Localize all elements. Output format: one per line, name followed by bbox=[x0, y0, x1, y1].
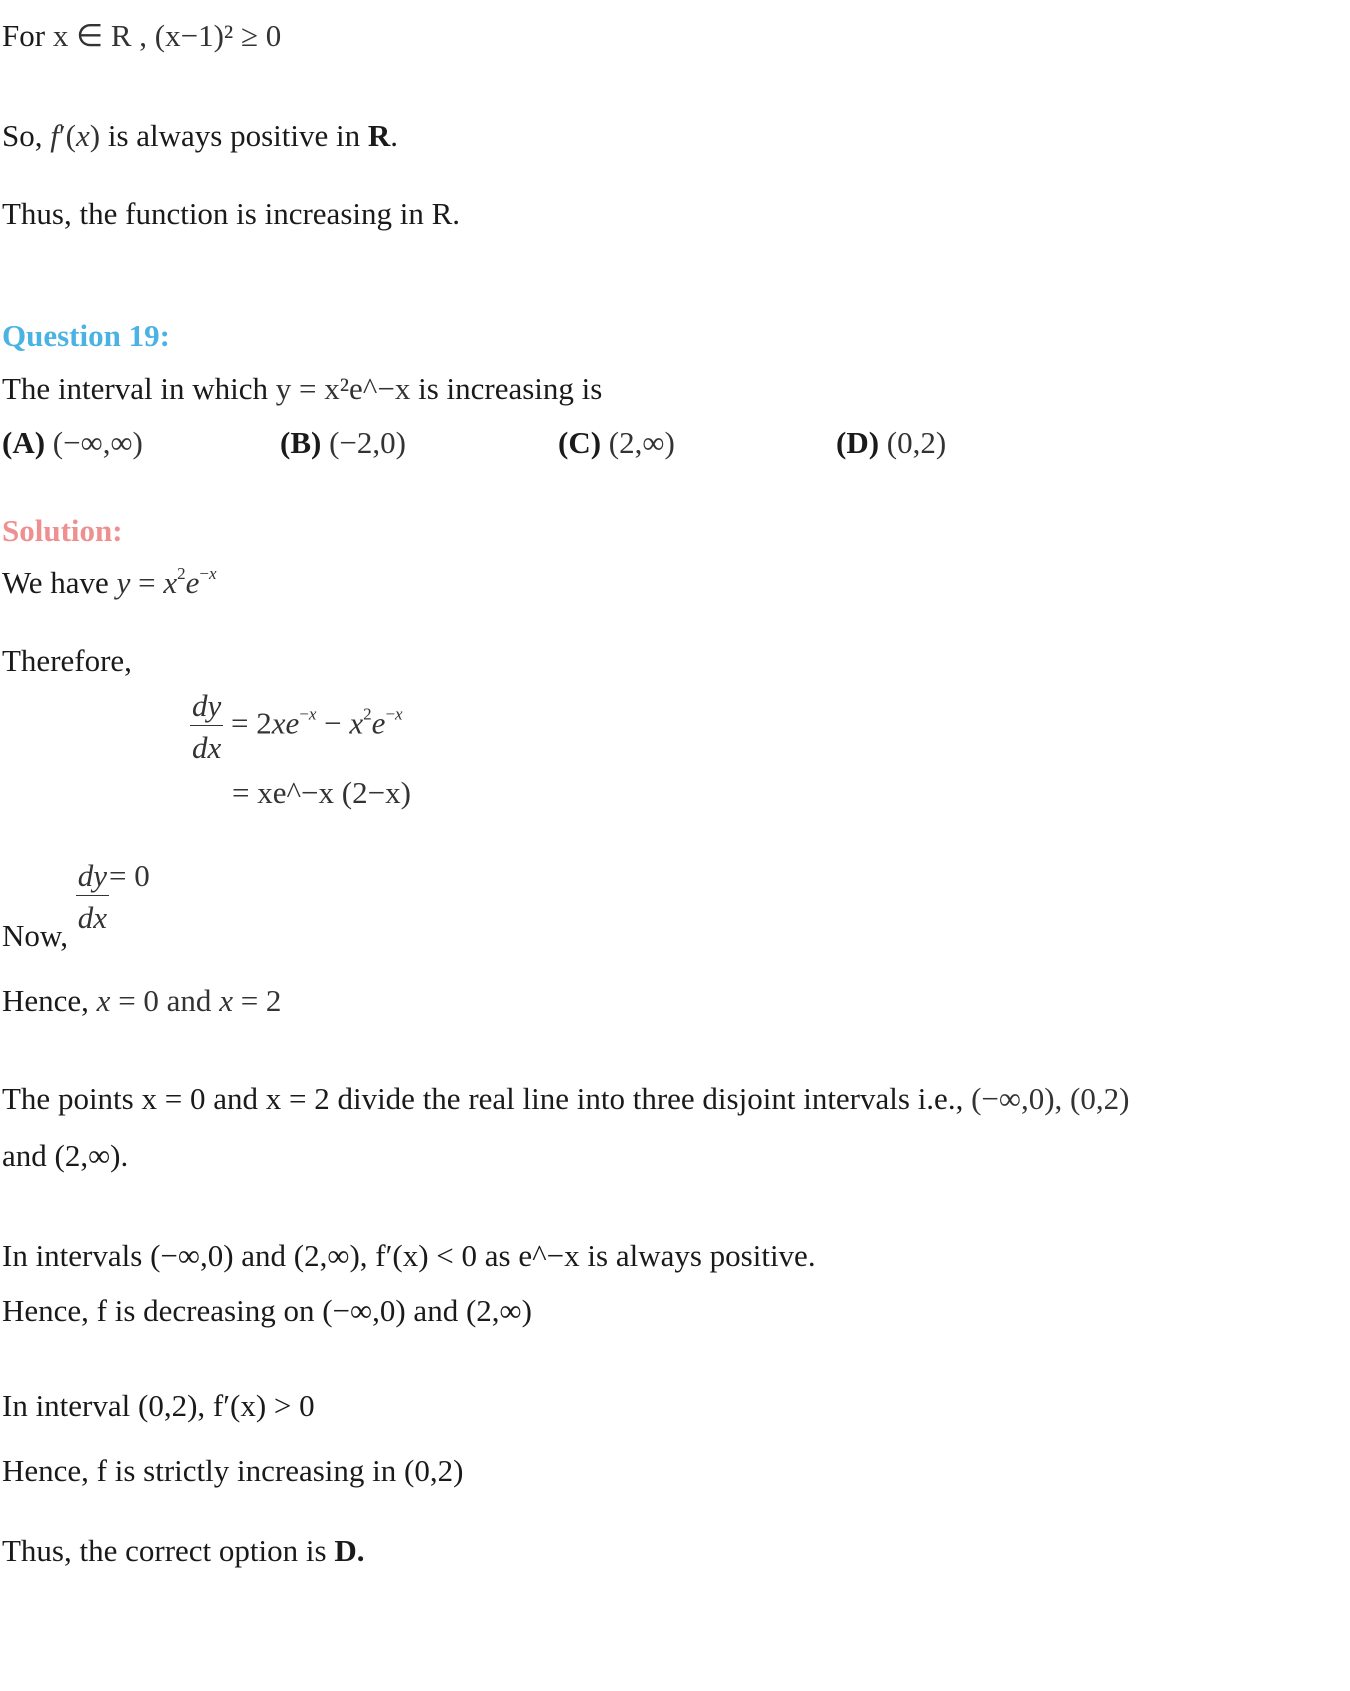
text: We have bbox=[2, 565, 109, 600]
solution-heading: Solution: bbox=[2, 513, 123, 548]
option-label: (C) bbox=[558, 425, 602, 460]
intervals: (−∞,0), (0,2) bbox=[971, 1081, 1130, 1116]
text: For bbox=[2, 18, 46, 53]
text: The points x = 0 and x = 2 divide the real line into three disjoint intervals i.e., bbox=[2, 1081, 964, 1116]
derivative-line-2: = xe^−x (2−x) bbox=[232, 775, 411, 810]
line-therefore: Therefore, bbox=[2, 643, 132, 678]
text: is increasing is bbox=[418, 371, 603, 406]
math bbox=[76, 857, 150, 935]
text: Thus, the correct option is bbox=[2, 1533, 327, 1568]
line-x-in-r bbox=[2, 20, 281, 51]
text: Hence, bbox=[2, 983, 89, 1018]
line-and-interval: and (2,∞). bbox=[2, 1138, 129, 1173]
numerator: dy bbox=[76, 860, 109, 896]
line-points bbox=[2, 1083, 1129, 1114]
option-b bbox=[280, 425, 406, 461]
question-heading: Question 19: bbox=[2, 318, 170, 353]
answer: D. bbox=[334, 1533, 365, 1568]
option-label: (D) bbox=[836, 425, 880, 460]
text: is always positive in R. bbox=[107, 118, 399, 153]
option-label: (A) bbox=[2, 425, 46, 460]
line-fprime-positive bbox=[2, 120, 398, 151]
derivative-line-1: $\frac{dy}{dx}$ = $2xe^{-x} - x^2e^{-x}$ bbox=[192, 688, 403, 765]
line-decreasing: Hence, f is decreasing on (−∞,0) and (2,∞) bbox=[2, 1293, 532, 1328]
math: $y = x^2e^{-x}$ bbox=[116, 564, 217, 600]
denominator: dx bbox=[77, 900, 108, 935]
fraction bbox=[76, 860, 109, 933]
option-value: (2,∞) bbox=[608, 425, 675, 460]
line-increasing: Thus, the function is increasing in R. bbox=[2, 196, 461, 231]
option-value: (0,2) bbox=[886, 425, 947, 460]
text: Now, bbox=[2, 917, 69, 953]
math: x ∈ R , (x−1)² ≥ 0 bbox=[52, 18, 282, 53]
option-c bbox=[558, 425, 675, 461]
text: So, bbox=[2, 118, 43, 153]
line-we-have bbox=[2, 564, 217, 600]
numerator: dy bbox=[190, 690, 223, 726]
line-intervals-negative: In intervals (−∞,0) and (2,∞), f′(x) < 0 as e^−x is always positive. bbox=[2, 1238, 816, 1273]
option-value: (−2,0) bbox=[329, 425, 406, 460]
line-strictly-increasing: Hence, f is strictly increasing in (0,2) bbox=[2, 1453, 464, 1488]
math: x = 0 and x = 2 bbox=[96, 983, 282, 1018]
option-label: (B) bbox=[280, 425, 322, 460]
option-d bbox=[836, 425, 946, 461]
math: y = x²e^−x bbox=[275, 371, 411, 406]
option-value: (−∞,∞) bbox=[52, 425, 143, 460]
line-interval-positive: In interval (0,2), f′(x) > 0 bbox=[2, 1388, 315, 1423]
question-text bbox=[2, 373, 602, 404]
text: The interval in which bbox=[2, 371, 268, 406]
option-a bbox=[2, 425, 143, 461]
denominator: dx bbox=[192, 730, 222, 765]
math: f′(x) bbox=[50, 118, 101, 153]
line-hence-roots bbox=[2, 985, 281, 1016]
line-answer bbox=[2, 1535, 364, 1566]
equals-zero: = 0 bbox=[109, 857, 150, 893]
fraction bbox=[190, 690, 223, 763]
line-now bbox=[2, 857, 150, 953]
